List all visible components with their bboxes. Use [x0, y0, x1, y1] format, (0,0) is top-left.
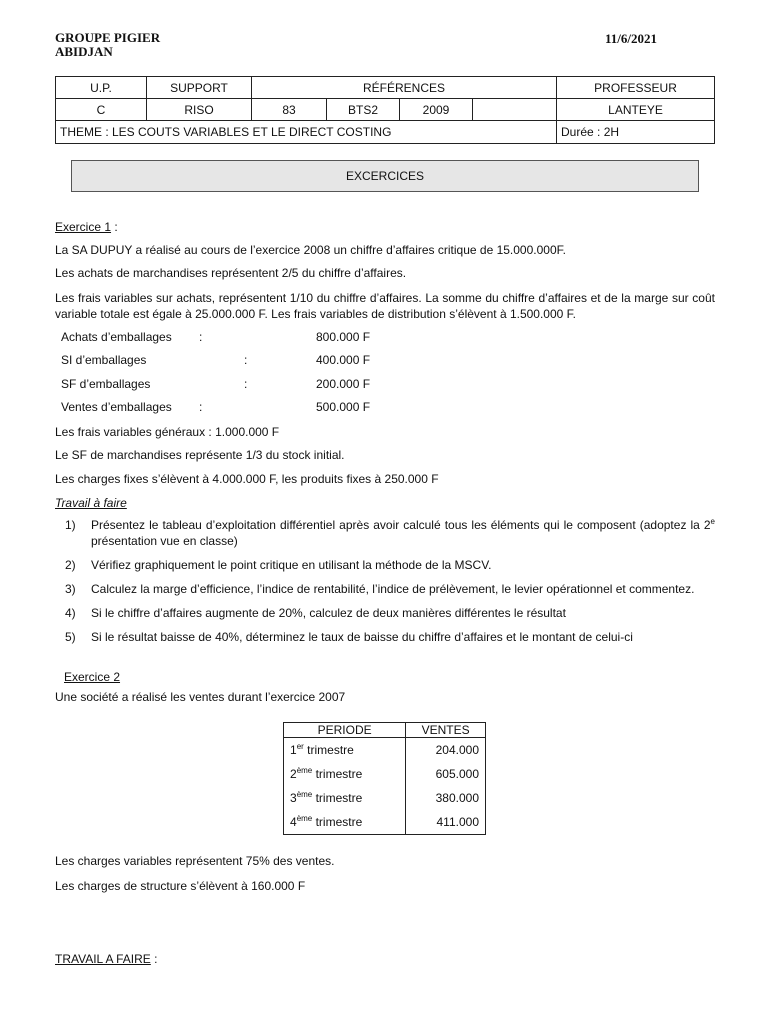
- info-theme-row: [56, 121, 715, 144]
- ex1-paragraph-2: Les achats de marchandises représentent 2/5 du chiffre d’affaires.: [55, 266, 407, 280]
- item-label: SI d’emballages: [61, 353, 147, 367]
- item-value: 200.000 F: [316, 377, 371, 391]
- exercise-2-title: [64, 670, 120, 684]
- travail-a-faire-label: TRAVAIL A FAIRE: [55, 952, 151, 966]
- info-values-row: [56, 99, 715, 121]
- exercise-1-heading: Exercice 1: [55, 220, 112, 234]
- table-row: [284, 786, 486, 810]
- task-text: Vérifiez graphiquement le point critique en utilisant la méthode de la MSCV.: [91, 558, 492, 572]
- item-value: 800.000 F: [316, 330, 371, 344]
- exercise-1-heading-suffix: :: [111, 220, 118, 234]
- period-num: 1: [290, 743, 297, 757]
- task-list: [55, 517, 715, 653]
- exercise-2-heading: Exercice 2: [64, 670, 121, 684]
- task-item: [55, 629, 715, 645]
- sales-value: 380.000: [406, 786, 486, 810]
- period-sup: ème: [296, 766, 313, 775]
- ex1-paragraph-4: Les frais variables généraux : 1.000.000 F: [55, 425, 280, 439]
- table-row: [284, 762, 486, 786]
- period-sup: ème: [296, 814, 313, 823]
- period-num: 3: [290, 791, 297, 805]
- ex2-intro: Une société a réalisé les ventes durant l’exercice 2007: [55, 690, 346, 704]
- period-label: trimestre: [312, 791, 363, 805]
- item-colon: :: [199, 400, 203, 414]
- task-text: Si le chiffre d’affaires augmente de 20%, calculez de deux manières différentes le résultat: [91, 606, 566, 620]
- sales-value: 605.000: [406, 762, 486, 786]
- value-up: C: [56, 99, 147, 121]
- task-number: 1): [65, 518, 76, 532]
- period-label: trimestre: [312, 767, 363, 781]
- task-number: 2): [65, 558, 76, 572]
- header-support: SUPPORT: [147, 77, 252, 99]
- course-info-table: [55, 76, 715, 144]
- org-city: ABIDJAN: [55, 44, 113, 59]
- header-professeur: PROFESSEUR: [557, 77, 715, 99]
- duration: Durée : 2H: [557, 121, 715, 144]
- item-label: SF d’emballages: [61, 377, 151, 391]
- travail-label: Travail à faire: [55, 496, 127, 510]
- period-num: 4: [290, 815, 297, 829]
- period-cell: [284, 810, 406, 835]
- task-number: 4): [65, 606, 76, 620]
- task-text: Calculez la marge d’efficience, l’indice de rentabilité, l’indice de prélèvement, le levier opérationnel et commentez.: [91, 582, 695, 596]
- ex1-paragraph-5: Le SF de marchandises représente 1/3 du stock initial.: [55, 448, 345, 462]
- item-label: Ventes d’emballages: [61, 400, 172, 414]
- table-row: [284, 810, 486, 835]
- header-up: U.P.: [56, 77, 147, 99]
- table-row: [284, 738, 486, 763]
- document-date: 11/6/2021: [605, 31, 658, 46]
- period-cell: [284, 786, 406, 810]
- ex2-paragraph-2: Les charges de structure s’élèvent à 160.000 F: [55, 879, 306, 893]
- task-item: [55, 517, 715, 549]
- value-support: RISO: [147, 99, 252, 121]
- item-value: 500.000 F: [316, 400, 371, 414]
- sales-value: 411.000: [406, 810, 486, 835]
- item-colon: :: [244, 377, 248, 391]
- sales-header-row: [284, 723, 486, 738]
- ex1-paragraph-1: La SA DUPUY a réalisé au cours de l’exercice 2008 un chiffre d’affaires critique de 15.000.000F.: [55, 243, 566, 257]
- value-professeur: LANTEYE: [557, 99, 715, 121]
- value-ref-2: BTS2: [327, 99, 400, 121]
- period-num: 2: [290, 767, 297, 781]
- period-sup: er: [296, 742, 304, 751]
- task-item: [55, 581, 715, 597]
- ex1-travail-heading: [55, 495, 715, 511]
- exercises-banner: EXCERCICES: [71, 160, 699, 192]
- header-references: RÉFÉRENCES: [252, 77, 557, 99]
- organization-header: [55, 31, 160, 59]
- value-ref-1: 83: [252, 99, 327, 121]
- task-item: [55, 605, 715, 621]
- col-periode: PERIODE: [284, 723, 406, 738]
- exercise-1-title: [55, 219, 715, 235]
- item-colon: :: [199, 330, 203, 344]
- travail-suffix: :: [150, 952, 158, 966]
- ex1-paragraph-3: Les frais variables sur achats, représentent 1/10 du chiffre d’affaires. La somme du chiffre d’affaires et de la marge sur coût variable totale est égale à 25.000.000 F. Les frais variables de distribution s’élèvent à 1.500.000 F.: [55, 291, 715, 321]
- period-label: trimestre: [303, 743, 354, 757]
- ex2-paragraph-1: Les charges variables représentent 75% des ventes.: [55, 854, 335, 868]
- value-ref-4: [473, 99, 557, 121]
- theme: THEME : LES COUTS VARIABLES ET LE DIRECT COSTING: [56, 121, 557, 144]
- period-label: trimestre: [312, 815, 363, 829]
- ex2-travail-heading: [55, 951, 715, 967]
- task-text-cont: présentation vue en classe): [91, 534, 238, 548]
- item-label: Achats d’emballages: [61, 330, 172, 344]
- org-name: GROUPE PIGIER: [55, 30, 161, 45]
- task-sup: e: [710, 517, 715, 526]
- ex1-paragraph-6: Les charges fixes s’élèvent à 4.000.000 F, les produits fixes à 250.000 F: [55, 472, 439, 486]
- item-value: 400.000 F: [316, 353, 371, 367]
- task-text: Présentez le tableau d’exploitation différentiel après avoir calculé tous les éléments qui le composent (adoptez la 2: [91, 518, 711, 532]
- period-sup: ème: [296, 790, 313, 799]
- sales-table: [283, 722, 486, 835]
- info-header-row: [56, 77, 715, 99]
- sales-value: 204.000: [406, 738, 486, 763]
- col-ventes: VENTES: [406, 723, 486, 738]
- task-text: Si le résultat baisse de 40%, déterminez le taux de baisse du chiffre d’affaires et le montant de celui-ci: [91, 630, 633, 644]
- period-cell: [284, 762, 406, 786]
- period-cell: [284, 738, 406, 763]
- item-colon: :: [244, 353, 248, 367]
- value-ref-3: 2009: [400, 99, 473, 121]
- task-number: 3): [65, 582, 76, 596]
- task-number: 5): [65, 630, 76, 644]
- task-item: [55, 557, 715, 573]
